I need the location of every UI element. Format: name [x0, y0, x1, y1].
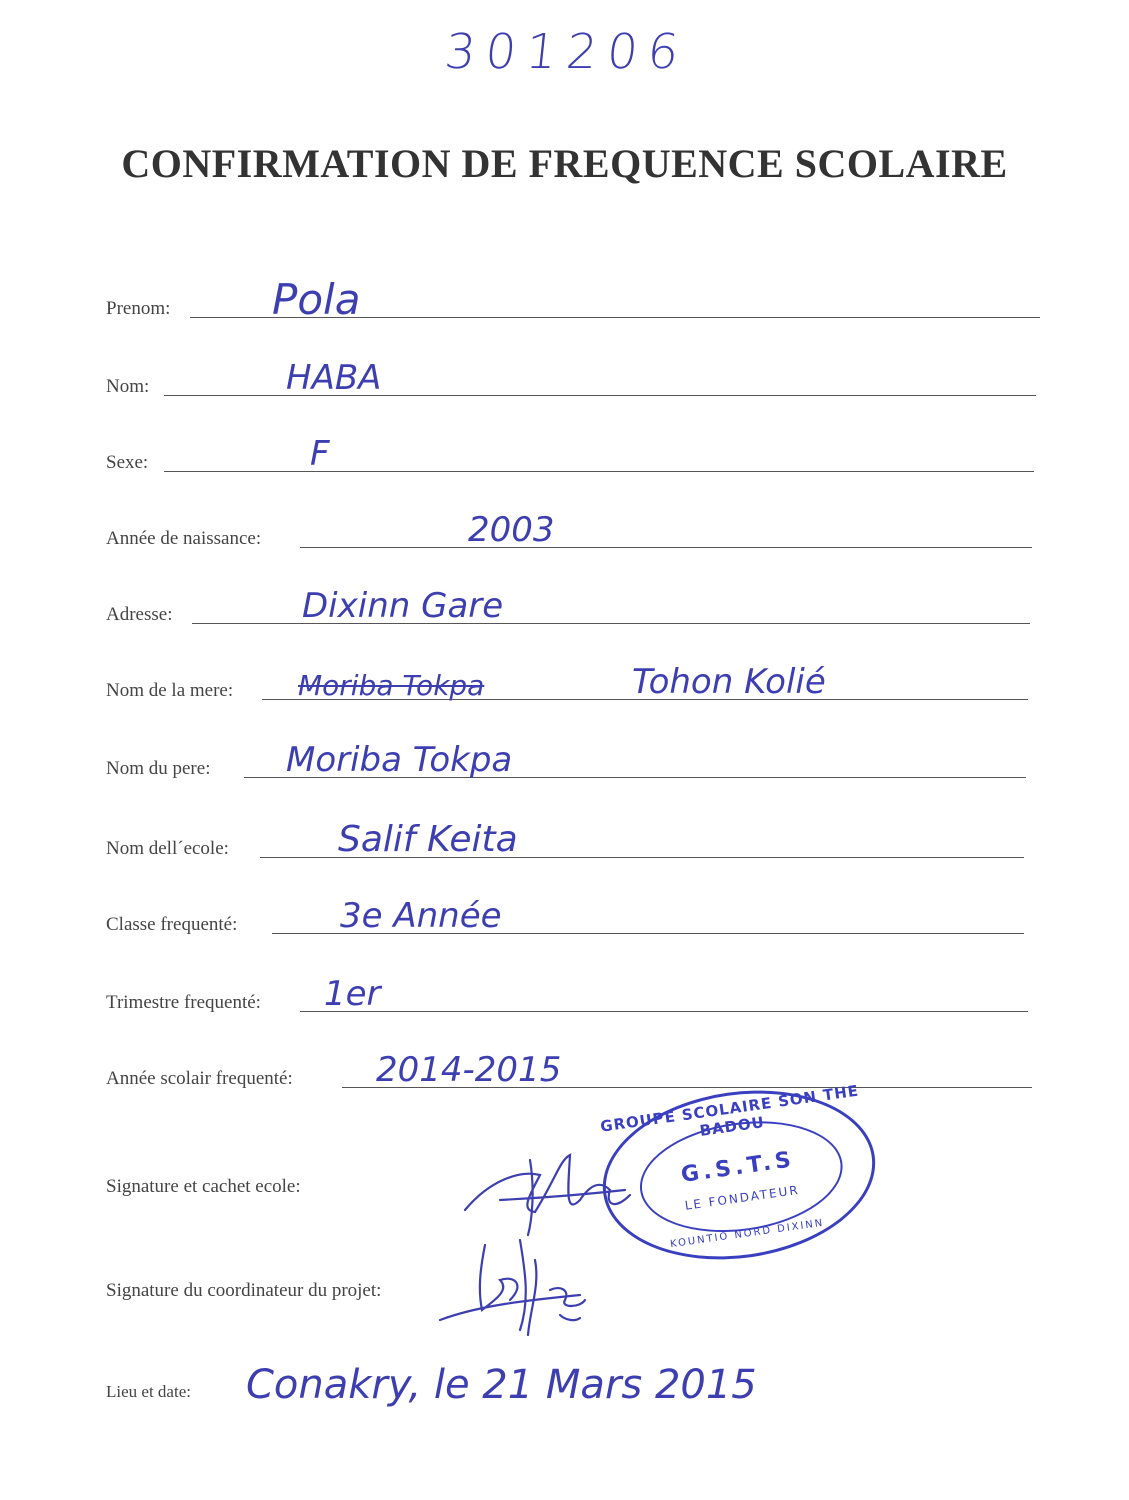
field-sexe [106, 434, 1034, 474]
field-label: Année scolair frequenté: [106, 1068, 293, 1089]
field-value: F [310, 434, 330, 474]
field-label: Lieu et date: [106, 1382, 191, 1401]
field-value: HABA [286, 358, 382, 398]
stamp-inner-text: LE FONDATEUR [683, 1182, 801, 1213]
field-value-struck: Moriba Tokpa [298, 669, 485, 702]
field-label: Signature et cachet ecole: [106, 1176, 301, 1197]
field-label: Nom dell´ecole: [106, 838, 229, 859]
field-value: 3e Année [340, 896, 502, 936]
field-lieu-date [106, 1362, 806, 1408]
field-value: Dixinn Gare [302, 586, 504, 626]
field-annee-scolaire [106, 1050, 1032, 1090]
field-value: Pola [272, 275, 361, 324]
field-signature-ecole [106, 1158, 506, 1198]
field-value: Conakry, le 21 Mars 2015 [246, 1362, 757, 1408]
field-label: Classe frequenté: [106, 914, 238, 935]
field-value: Moriba Tokpa [286, 740, 513, 780]
field-label: Sexe: [106, 452, 149, 473]
document-title: CONFIRMATION DE FREQUENCE SCOLAIRE [121, 141, 1008, 186]
field-prenom [106, 275, 1040, 324]
field-label: Nom de la mere: [106, 680, 234, 701]
field-value: 2003 [468, 510, 555, 550]
field-adresse [106, 586, 1030, 626]
field-value: Salif Keita [338, 819, 518, 860]
field-nom [106, 358, 1036, 398]
field-label: Année de naissance: [106, 528, 262, 549]
field-line [300, 547, 1032, 548]
field-value: 1er [324, 974, 381, 1014]
field-label: Nom: [106, 376, 150, 397]
stamp-center-text: G.S.T.S [679, 1147, 797, 1188]
document-number: 301206 [442, 24, 692, 80]
field-annee-naissance [106, 510, 1032, 550]
field-label: Prenom: [106, 298, 171, 319]
field-nom-pere [106, 740, 1026, 780]
field-label: Signature du coordinateur du projet: [106, 1280, 382, 1301]
coordinator-signature [440, 1230, 600, 1340]
field-trimestre [106, 974, 1028, 1014]
field-label: Trimestre frequenté: [106, 992, 261, 1013]
field-nom-mere [106, 662, 1028, 702]
stamp-top-text: GROUPE SCOLAIRE SON THE BADOU [599, 1081, 861, 1140]
field-nom-ecole [106, 820, 1024, 860]
field-classe [106, 896, 1024, 936]
field-value: 2014-2015 [376, 1050, 562, 1090]
field-label: Nom du pere: [106, 758, 211, 779]
field-value: Tohon Kolié [632, 662, 826, 702]
school-signature [460, 1140, 640, 1240]
stamp-bottom-text: KOUNTIO NORD DIXINN [669, 1217, 825, 1251]
field-line [300, 1011, 1028, 1012]
field-label: Adresse: [106, 604, 173, 625]
field-line [164, 471, 1034, 472]
